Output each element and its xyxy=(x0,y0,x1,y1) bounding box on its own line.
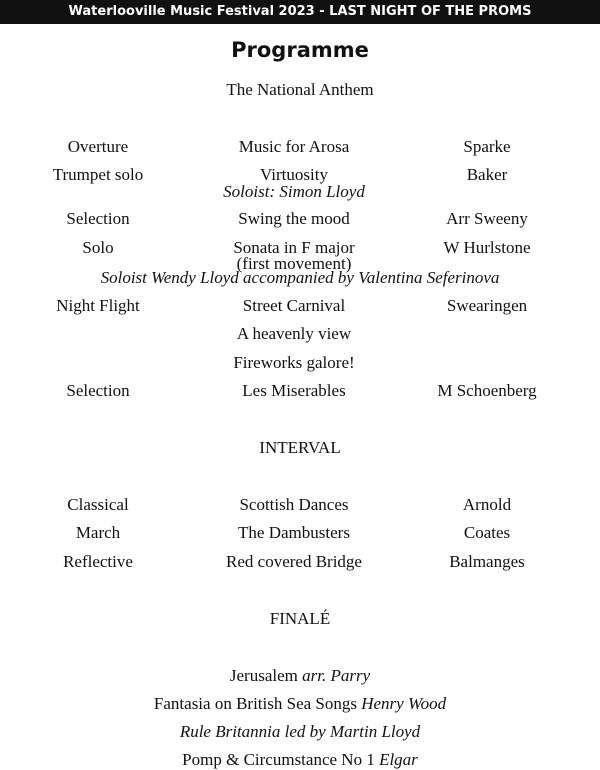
finale-credit: Henry Wood xyxy=(361,694,447,713)
item-composer: Sparke xyxy=(463,137,511,156)
item-composer: M Schoenberg xyxy=(437,381,537,400)
item-piece: Swing the mood xyxy=(238,209,350,228)
finale-item xyxy=(0,666,600,686)
finale-credit: arr. Parry xyxy=(302,666,371,685)
item-piece: Street Carnival xyxy=(242,296,346,315)
finale-item xyxy=(0,750,600,770)
item-piece: Red covered Bridge xyxy=(226,552,362,571)
item-piece: Scottish Dances xyxy=(239,495,349,514)
finale-credit: Elgar xyxy=(379,750,418,769)
item-composer: Arnold xyxy=(462,495,512,514)
item-composer: W Hurlstone xyxy=(443,238,531,257)
finale-title: Jerusalem xyxy=(229,666,298,685)
item-piece: Virtuosity xyxy=(260,165,328,184)
item-piece: Les Miserables xyxy=(242,381,346,400)
item-type: Solo xyxy=(82,238,114,257)
item-type: Overture xyxy=(67,137,129,156)
item-type: Selection xyxy=(66,209,130,228)
item-piece: Fireworks galore! xyxy=(233,353,355,372)
finale-heading: FINALÉ xyxy=(269,609,331,628)
finale-item: Rule Britannia led by Martin Lloyd xyxy=(179,722,421,741)
item-composer: Baker xyxy=(466,165,508,184)
item-piece: The Dambusters xyxy=(238,523,350,542)
item-type: Classical xyxy=(67,495,129,514)
finale-title: Fantasia on British Sea Songs xyxy=(153,694,357,713)
item-type: Trumpet solo xyxy=(52,165,144,184)
item-composer: Coates xyxy=(463,523,511,542)
interval-heading: INTERVAL xyxy=(259,438,341,457)
item-soloist: Soloist: Simon Lloyd xyxy=(223,182,365,201)
item-soloist: Soloist Wendy Lloyd accompanied by Valentina Seferinova xyxy=(100,268,500,287)
finale-title: Pomp & Circumstance No 1 xyxy=(182,750,375,769)
item-type: Reflective xyxy=(63,552,133,571)
item-composer: Swearingen xyxy=(446,296,528,315)
item-composer: Arr Sweeny xyxy=(446,209,528,228)
national-anthem: The National Anthem xyxy=(226,80,374,99)
finale-item xyxy=(0,694,600,714)
item-piece: Music for Arosa xyxy=(238,137,350,156)
item-type: March xyxy=(75,523,121,542)
item-piece: Sonata in F major xyxy=(233,238,355,257)
page-title: Programme xyxy=(231,38,369,62)
item-composer: Balmanges xyxy=(449,552,525,571)
item-type: Night Flight xyxy=(56,296,140,315)
item-type: Selection xyxy=(66,381,130,400)
festival-banner: Waterlooville Music Festival 2023 - LAST NIGHT OF THE PROMS xyxy=(0,0,600,24)
item-piece: A heavenly view xyxy=(236,324,352,343)
item-piece-subtitle: (first movement) xyxy=(236,254,352,273)
